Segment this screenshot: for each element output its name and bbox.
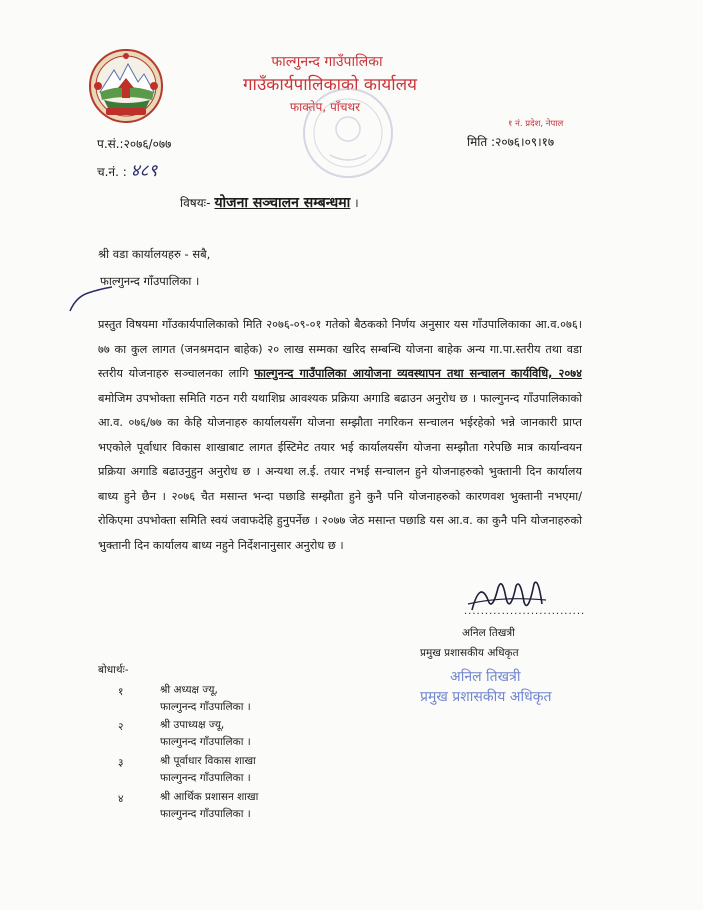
letter-date: मिति :२०७६।०९।१७ [467,135,555,149]
signer-title: प्रमुख प्रशासकीय अधिकृत [420,647,519,659]
cc-item-line-2: फाल्गुनन्द गाँउपालिका । [160,701,251,713]
subject-line [180,193,359,212]
letter-body [98,313,582,558]
cc-item-line-2: फाल्गुनन्द गाँउपालिका । [160,736,251,748]
office-seal-icon [300,85,396,181]
cc-label: बोधार्थः- [98,664,129,676]
addressee-line-2: फाल्गुनन्द गाँउपालिका । [100,274,200,288]
municipality-name: फाल्गुनन्द गाउँपालिका [271,54,383,70]
signer-name: अनिल तिखत्री [462,627,515,639]
body-part-1: प्रस्तुत विषयमा गाँउकार्यपालिकाको मिति २०७६-०९-०१ गतेको बैठकको निर्णय अनुसार यस गाँउपालिकाका आ.व.०७६।७७ का कुल लागत (जनश्रमदान बाहेक) २० लाख सम्मका खरिद सम्बन्धि योजना बाहेक अन्य गा.पा.स्तरीय तथा वडा स्तरीय योजनाहरु सञ्चालनका लागि [98,318,582,380]
nepal-emblem-icon [88,48,164,124]
dispatch-label: च.नं. : [97,165,127,179]
signature-dots: ............................. [464,606,586,617]
body-emphasis: फाल्गुनन्द गाउँपालिका आयोजना व्यवस्थापन तथा सन्चालन कार्यविधि, २०७४ [254,367,582,380]
handwritten-tick-icon [66,285,114,315]
dispatch-handwritten: ४८९ [130,161,158,181]
subject-text: योजना सञ्चालन सम्बन्धमा [214,195,351,211]
office-name: गाउँकार्यपालिकाको कार्यालय [242,75,418,95]
cc-item-number: ३ [118,757,124,769]
cc-item-number: १ [118,686,124,698]
cc-item-line-2: फाल्गुनन्द गाँउपालिका । [160,808,251,820]
cc-item-line-1: श्री आर्थिक प्रशासन शाखा [160,791,259,803]
reference-number: प.सं.:२०७६/०७७ [97,137,172,151]
addressee-line-1: श्री वडा कार्यालयहरु - सबै, [98,247,211,261]
cc-item-number: ४ [118,793,124,805]
dispatch-number [97,158,157,181]
office-address: फाक्तेप, पाँचथर [289,100,361,114]
cc-item-line-1: श्री पूर्वाधार विकास शाखा [160,755,256,767]
cc-item-number: २ [118,721,124,733]
cc-item-line-2: फाल्गुनन्द गाँउपालिका । [160,772,251,784]
stamp-name: अनिल तिखत्री [450,669,521,685]
province-label: १ नं. प्रदेश, नेपाल [508,119,564,129]
subject-end: । [354,196,359,210]
stamp-title: प्रमुख प्रशासकीय अधिकृत [420,689,552,705]
subject-label: विषयः- [180,196,211,210]
body-part-2: बमोजिम उपभोक्ता समिति गठन गरी यथाशिघ्र आवश्यक प्रक्रिया अगाडि बढाउन अनुरोध छ । फाल्गुनन्द गाँउपालिकाको आ.व. ०७६/७७ का केहि योजनाहरु कार्यालयसँग योजना सम्झौता नगरिकन सन्चालन भईरहेको भन्ने जानकारी प्राप्त भएकोले पूर्वाधार विकास शाखाबाट लागत ईस्टिमेट तयार भई कार्यालयसँग योजना सम्झौता गरेपछि मात्र कार्यान्वयन प्रक्रिया अगाडि बढाउनुहुन अनुरोध छ । अन्यथा ल.ई. तयार नभई सन्चालन हुने योजनाहरुको भुक्तानी दिन कार्यालय बाध्य हुने छैन । २०७६ चैत मसान्त भन्दा पछाडि सम्झौता हुने कुनै पनि योजनाहरुको कारणवश भुक्तानी नभएमा/रोकिएमा उपभोक्ता समिति स्वयं जवाफदेहि हुनुपर्नेछ । २०७७ जेठ मसान्त पछाडि यस आ.व. का कुनै पनि योजनाहरुको भुक्तानी दिन कार्यालय बाध्य नहुने निर्देशनानुसार अनुरोध छ । [98,391,582,552]
cc-item-line-1: श्री अध्यक्ष ज्यू, [160,684,218,696]
cc-item-line-1: श्री उपाध्यक्ष ज्यू, [160,719,225,731]
